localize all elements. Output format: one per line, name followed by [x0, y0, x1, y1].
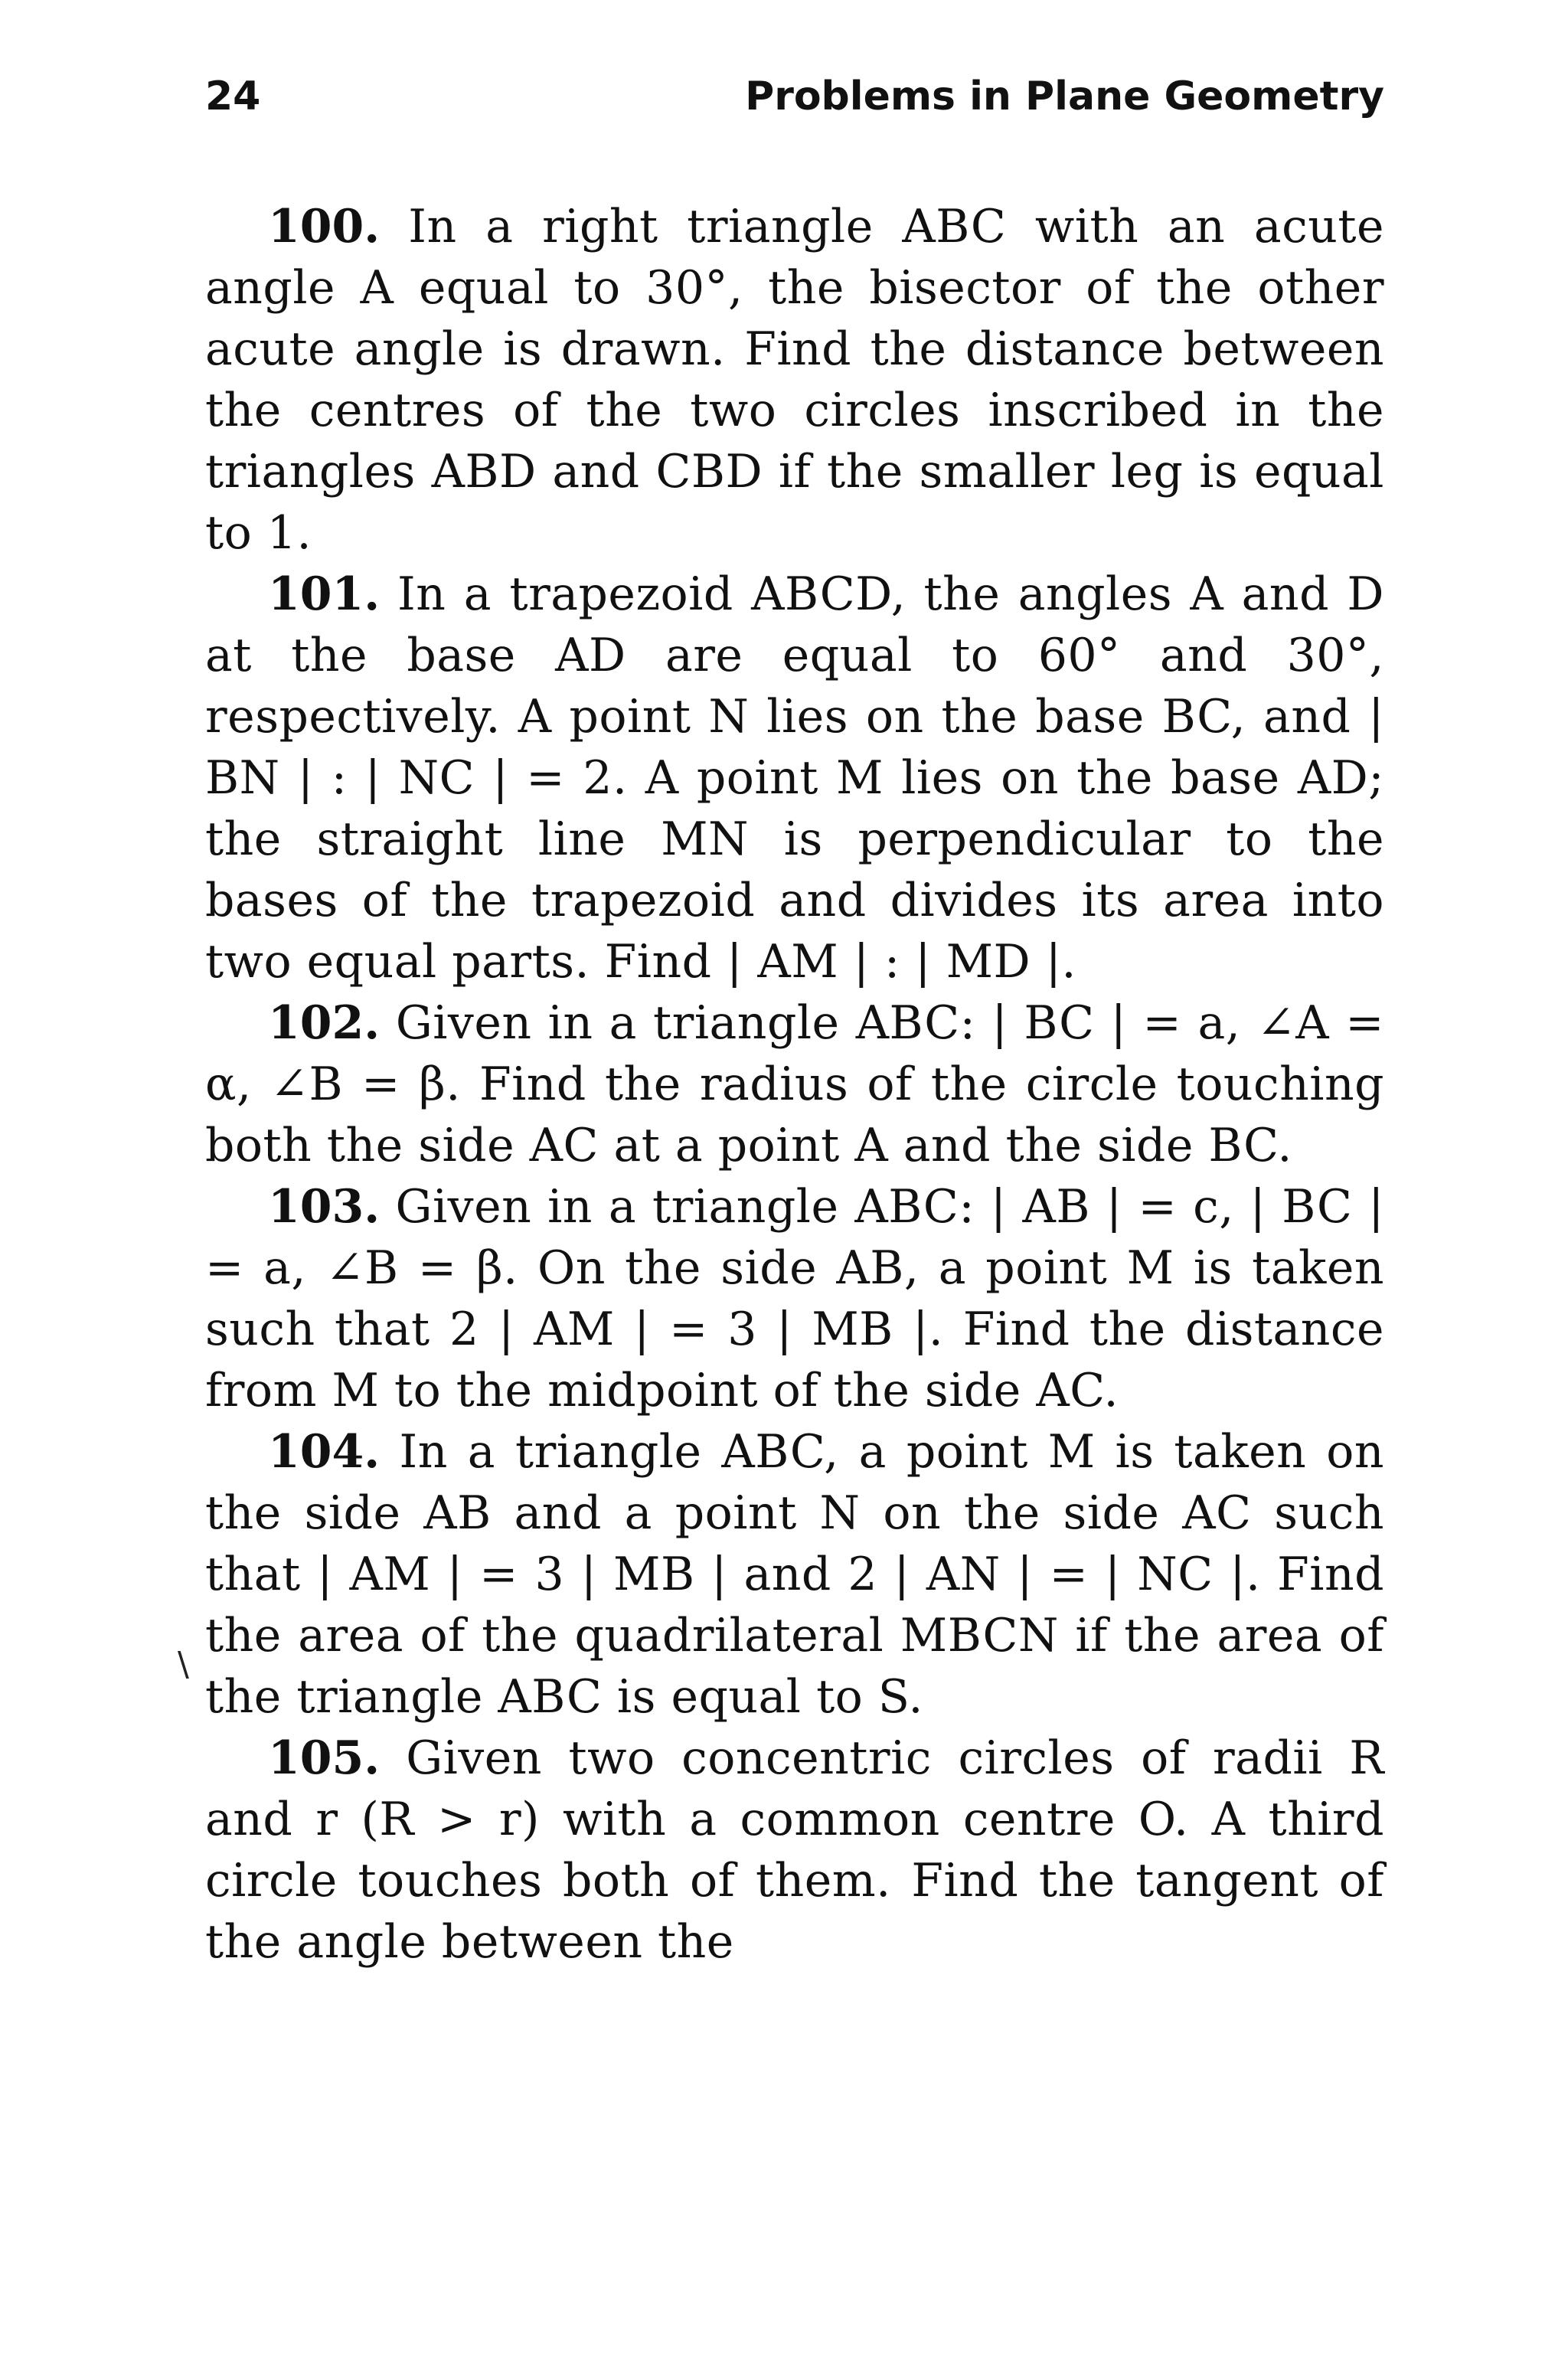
problem-text: In a trapezoid ABCD, the angles A and D at the base AD are equal to 60° and 30°, respectively. A point N lies on the base BC, and | BN | : | NC | = 2. A point M lies on the base AD; the straight line MN is perpendicular to the bases of the trapezoid and divides its area into two equal parts. Find | AM | : | MD |.	[205, 567, 1384, 989]
problem-100	[205, 196, 1384, 564]
problem-number: 105.	[268, 1731, 381, 1785]
page-number: 24	[205, 74, 261, 119]
problem-number: 101.	[268, 567, 381, 621]
problem-number: 102.	[268, 996, 381, 1050]
problem-text: Given two concentric circles of radii R and r (R > r) with a common centre O. A third circle touches both of them. Find the tangent of the angle between the	[205, 1731, 1385, 1969]
problem-104	[205, 1421, 1384, 1728]
book-page	[205, 74, 1385, 1969]
problem-number: 104.	[268, 1425, 381, 1479]
problem-102	[205, 992, 1384, 1176]
page-header	[205, 74, 1384, 142]
problem-103	[205, 1176, 1384, 1421]
problem-105	[205, 1728, 1384, 1973]
problem-text: Given in a triangle ABC: | BC | = a, ∠A = α, ∠B = β. Find the radius of the circle touching both the side AC at a point A and the side BC.	[205, 996, 1385, 1172]
problem-number: 100.	[268, 200, 381, 253]
running-title: Problems in Plane Geometry	[745, 74, 1384, 119]
problem-text: In a triangle ABC, a point M is taken on the side AB and a point N on the side AC such that | AM | = 3 | MB | and 2 | AN | = | NC |. Find the area of the quadrilateral MBCN if the area of the triangle ABC is equal to S.	[205, 1425, 1384, 1724]
margin-pencil-mark: \	[178, 1645, 189, 1684]
problem-number: 103.	[268, 1180, 381, 1234]
problem-101	[205, 564, 1384, 992]
problem-text: In a right triangle ABC with an acute angle A equal to 30°, the bisector of the other acute angle is drawn. Find the distance between the centres of the two circles inscribed in the triangles ABD and CBD if the smaller leg is equal to 1.	[205, 200, 1385, 560]
problem-text: Given in a triangle ABC: | AB | = c, | BC | = a, ∠B = β. On the side AB, a point M is taken such that 2 | AM | = 3 | MB |. Find the distance from M to the midpoint of the side AC.	[205, 1180, 1385, 1417]
problem-list	[205, 196, 1384, 1973]
